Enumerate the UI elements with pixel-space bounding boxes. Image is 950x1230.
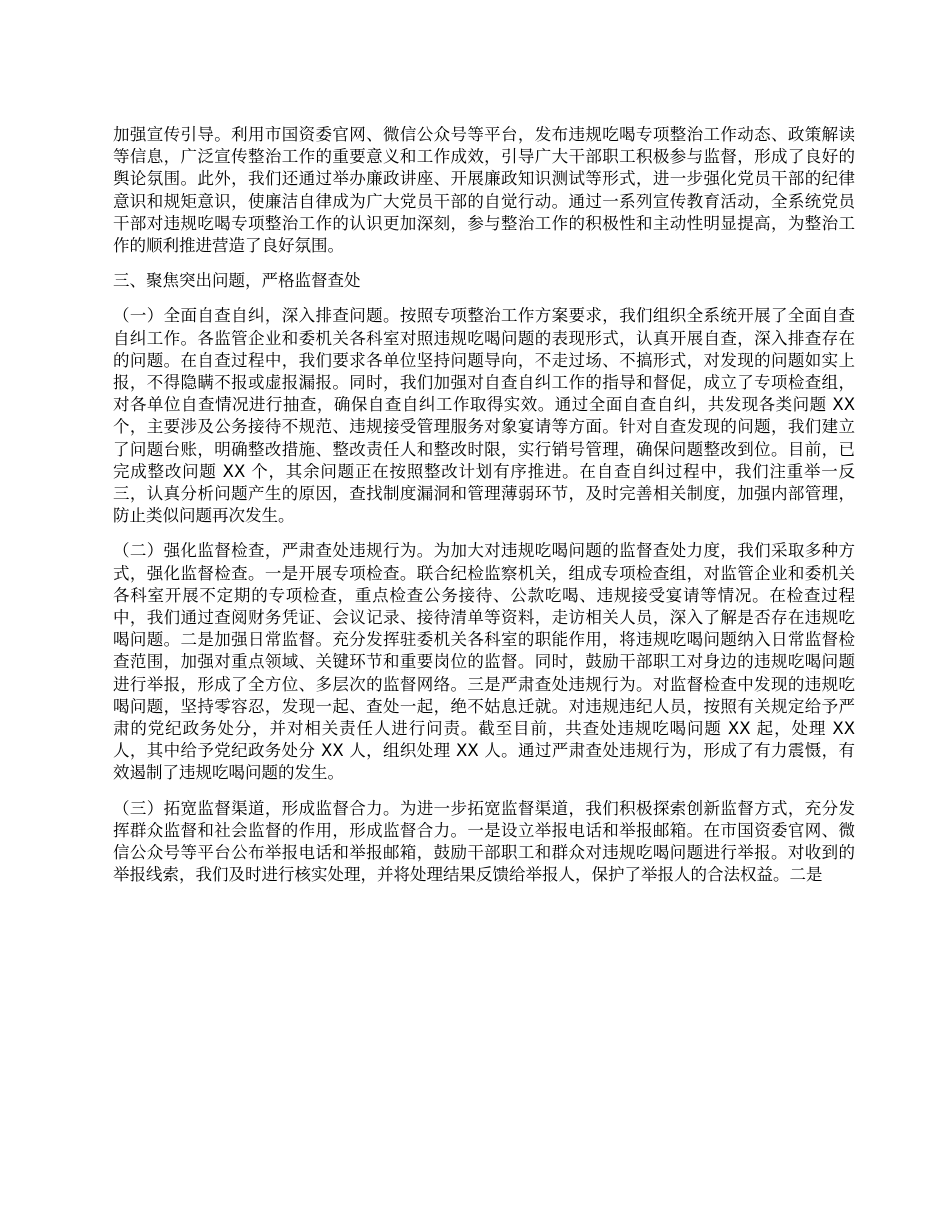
paragraph-publicity: 加强宣传引导。利用市国资委官网、微信公众号等平台，发布违规吃喝专项整治工作动态、政策解读等信息，广泛宣传整治工作的重要意义和工作成效，引导广大干部职工积极参与监督，形成了良好的舆论氛围。此外，我们还通过举办廉政讲座、开展廉政知识测试等形式，进一步强化党员干部的纪律意识和规矩意识，使廉洁自律成为广大党员干部的自觉行动。通过一系列宣传教育活动，全系统党员干部对违规吃喝专项整治工作的认识更加深刻，参与整治工作的积极性和主动性明显提高，为整治工作的顺利推进营造了良好氛围。 [113, 125, 855, 256]
paragraph-supervision: （二）强化监督检查，严肃查处违规行为。为加大对违规吃喝问题的监督查处力度，我们采取多种方式，强化监督检查。一是开展专项检查。联合纪检监察机关，组成专项检查组，对监管企业和委机关各科室开展不定期的专项检查，重点检查公务接待、公款吃喝、违规接受宴请等情况。在检查过程中，我们通过查阅财务凭证、会议记录、接待清单等资料，走访相关人员，深入了解是否存在违规吃喝问题。二是加强日常监督。充分发挥驻委机关各科室的职能作用，将违规吃喝问题纳入日常监督检查范围，加强对重点领域、关键环节和重要岗位的监督。同时，鼓励干部职工对身边的违规吃喝问题进行举报，形成了全方位、多层次的监督网络。三是严肃查处违规行为。对监督检查中发现的违规吃喝问题，坚持零容忍，发现一起、查处一起，绝不姑息迁就。对违规违纪人员，按照有关规定给予严肃的党纪政务处分，并对相关责任人进行问责。截至目前，共查处违规吃喝问题 XX 起，处理 XX 人，其中给予党纪政务处分 XX 人，组织处理 XX 人。通过严肃查处违规行为，形成了有力震慑，有效遏制了违规吃喝问题的发生。 [113, 541, 855, 783]
document-body [113, 124, 855, 900]
paragraph-self-inspection: （一）全面自查自纠，深入排查问题。按照专项整治工作方案要求，我们组织全系统开展了全面自查自纠工作。各监管企业和委机关各科室对照违规吃喝问题的表现形式，认真开展自查，深入排查存在的问题。在自查过程中，我们要求各单位坚持问题导向，不走过场、不搞形式，对发现的问题如实上报，不得隐瞒不报或虚报漏报。同时，我们加强对自查自纠工作的指导和督促，成立了专项检查组，对各单位自查情况进行抽查，确保自查自纠工作取得实效。通过全面自查自纠，共发现各类问题 XX 个，主要涉及公务接待不规范、违规接受管理服务对象宴请等方面。针对自查发现的问题，我们建立了问题台账，明确整改措施、整改责任人和整改时限，实行销号管理，确保问题整改到位。目前，已完成整改问题 XX 个，其余问题正在按照整改计划有序推进。在自查自纠过程中，我们注重举一反三，认真分析问题产生的原因，查找制度漏洞和管理薄弱环节，及时完善相关制度，加强内部管理，防止类似问题再次发生。 [113, 306, 855, 526]
section-heading-3: 三、聚焦突出问题，严格监督查处 [113, 271, 361, 291]
paragraph-channels: （三）拓宽监督渠道，形成监督合力。为进一步拓宽监督渠道，我们积极探索创新监督方式，充分发挥群众监督和社会监督的作用，形成监督合力。一是设立举报电话和举报邮箱。在市国资委官网、微信公众号等平台公布举报电话和举报邮箱，鼓励干部职工和群众对违规吃喝问题进行举报。对收到的举报线索，我们及时进行核实处理，并将处理结果反馈给举报人，保护了举报人的合法权益。二是 [113, 798, 855, 885]
